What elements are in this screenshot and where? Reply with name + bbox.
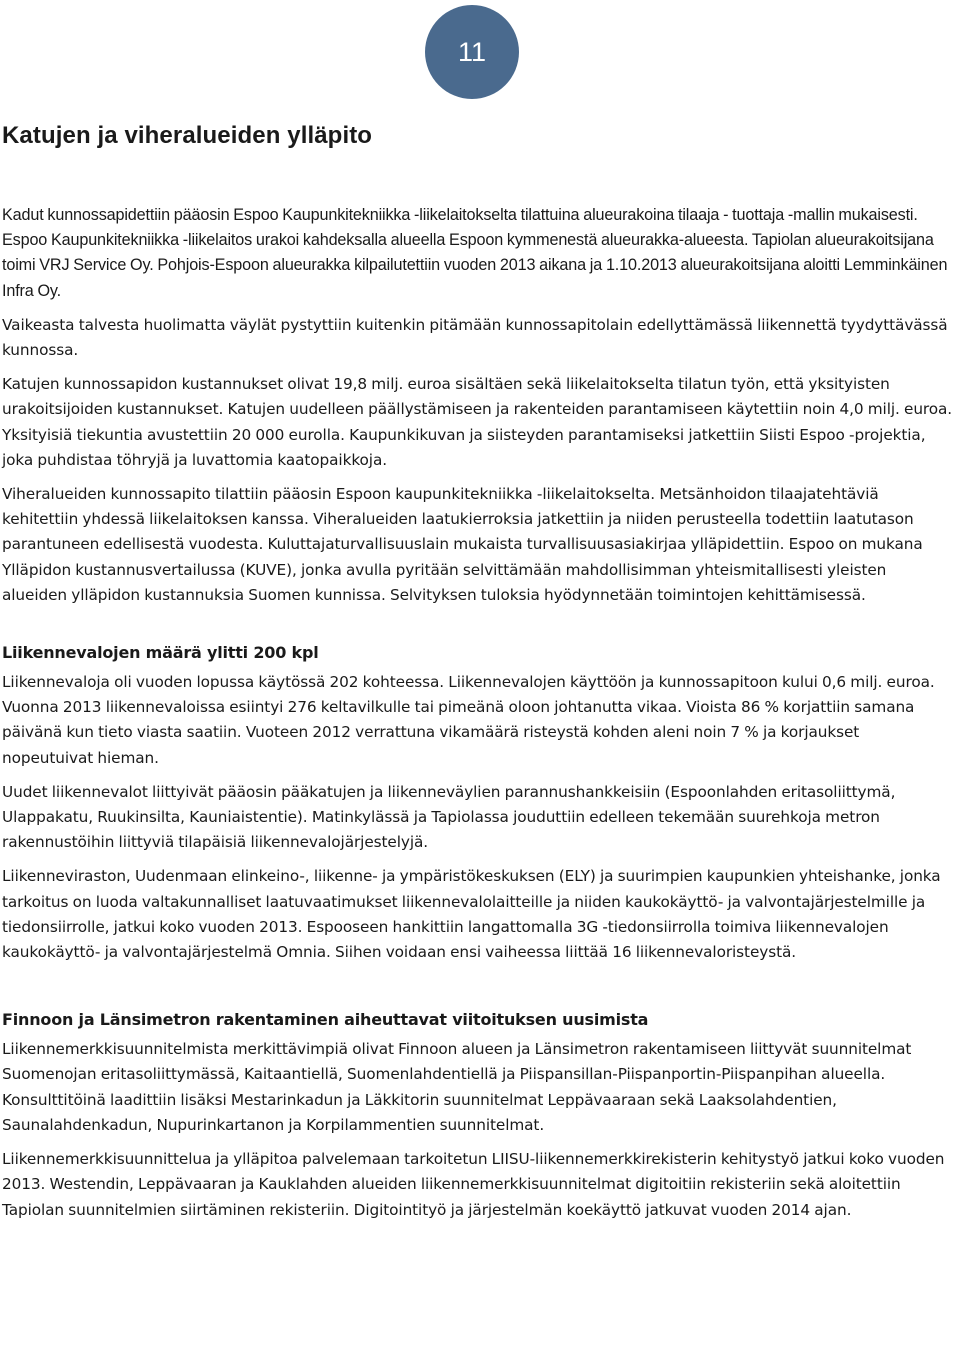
intro-paragraph: Kadut kunnossapidettiin pääosin Espoo Kaupunkitekniikka -liikelaitokselta tilattuina alueurakoina tilaaja - tuottaja -mallin mukaisesti. Espoo Kaupunkitekniikka -liikelaitos urakoi kahdeksalla alueella Espoon kymmenestä alueurakka-alueesta. Tapiolan alueurakoitsijana toimi VRJ Service Oy. Pohjois-Espoon alueurakka kilpailutettiin vuoden 2013 aikana ja 1.10.2013 alueurakoitsijana aloitti Lemminkäinen Infra Oy. (2, 206, 948, 300)
section-paragraph: Liikenneviraston, Uudenmaan elinkeino-, liikenne- ja ympäristökeskuksen (ELY) ja suurimpien kaupunkien yhteishanke, jonka tarkoitus on luoda valtakunnalliset laatuvaatimukset liikennevalolaitteille ja niiden kaukokäyttö- ja valvontajärjestelmille ja tiedonsiirrolle, jatkui koko vuoden 2013. Espooseen hankittiin langattomalla 3G -tiedonsiirrolla toimiva liikennevalojen kaukokäyttö- ja valvontajärjestelmä Omnia. Siihen voidaan ensi vaiheessa liittää 16 liikennevaloristeystä. (2, 867, 941, 962)
section-paragraph: Uudet liikennevalot liittyivät pääosin pääkatujen ja liikenneväylien parannushankkeisiin (Espoonlahden eritasoliittymä, Ulappakatu, Ruukinsilta, Kauniaistentie). Matinkylässä ja Tapiolassa jouduttiin edelleen tekemään suurehkoja metron rakennustöihin liittyviä tilapäisiä liikennevalojärjestelyjä. (2, 782, 896, 852)
page-title: Katujen ja viheralueiden ylläpito (2, 122, 373, 149)
document-body (2, 203, 954, 1223)
intro-paragraph: Vaikeasta talvesta huolimatta väylät pystyttiin kuitenkin pitämään kunnossapitolain edellyttämässä liikennettä tyydyttävässä kunnossa. (2, 315, 948, 360)
intro-paragraph: Katujen kunnossapidon kustannukset olivat 19,8 milj. euroa sisältäen sekä liikelaitokselta tilatun työn, että yksityisten urakoitsijoiden kustannukset. Katujen uudelleen päällystämiseen ja rakenteiden parantamiseen käytettiin noin 4,0 milj. euroa. Yksityisiä tiekuntia avustettiin 20 000 eurolla. Kaupunkikuvan ja siisteyden parantamiseksi jatkettiin Siisti Espoo -projektia, joka puhdistaa töhryjä ja luvattomia kaatopaikkoja. (2, 375, 953, 469)
intro-paragraph: Viheralueiden kunnossapito tilattiin pääosin Espoon kaupunkitekniikka -liikelaitokselta. Metsänhoidon tilaajatehtäviä kehitettiin yhdessä liikelaitoksen kanssa. Viheralueiden laatukierroksia jatkettiin ja niiden perusteella todettiin laatutason parantuneen edellisestä vuodesta. Kuluttajaturvallisuuslain mukaista turvallisuusasiakirjaa ylläpidettiin. Espoo on mukana Ylläpidon kustannusvertailussa (KUVE), jonka avulla pyritään selvittämään mahdollisimman yhteismitallisesti yleisten alueiden ylläpidon kustannuksia Suomen kunnissa. Selvityksen tuloksia hyödynnetään toimintojen kehittämisessä. (2, 485, 923, 604)
section-paragraph: Liikennevaloja oli vuoden lopussa käytössä 202 kohteessa. Liikennevalojen käyttöön ja kunnossapitoon kului 0,6 milj. euroa. Vuonna 2013 liikennevaloissa esiintyi 276 keltavilkulle tai pimeänä oloon johtanutta vikaa. Vioista 86 % korjattiin samana päivänä kun tieto viasta saatiin. Vuoteen 2012 verrattuna vikamäärä risteystä kohden aleni noin 7 % ja korjaukset nopeutuivat hieman. (2, 673, 935, 767)
section-paragraph: Liikennemerkkisuunnittelua ja ylläpitoa palvelemaan tarkoitetun LIISU-liikennemerkkirekisterin kehitystyö jatkui koko vuoden 2013. Westendin, Leppävaaran ja Kauklahden alueiden liikennemerkkisuunnitelmat digitoitiin rekisteriin sekä aloitettiin Tapiolan suunnitelmien siirtäminen rekisteriin. Digitointityö ja järjestelmän koekäyttö jatkuvat vuoden 2014 ajan. (2, 1150, 945, 1219)
section-paragraph: Liikennemerkkisuunnitelmista merkittävimpiä olivat Finnoon alueen ja Länsimetron rakentamiseen liittyvät suunnitelmat Suomenojan eritasoliittymässä, Kaitaantiellä, Suomenlahdentiellä ja Piispansillan-Piispanportin-Piispanpihan alueella. Konsulttitöinä laadittiin lisäksi Mestarinkadun ja Läkkitorin suunnitelmat Leppävaaraan sekä Laaksolahdentien, Saunalahdenkadun, Nupurinkartanon ja Korpilammentien suunnitelmat. (2, 1040, 912, 1134)
section-heading-signage: Finnoon ja Länsimetron rakentaminen aiheuttavat viitoituksen uusimista (2, 1010, 649, 1030)
page-number-badge: 11 (425, 5, 519, 99)
section-heading-traffic-lights: Liikennevalojen määrä ylitti 200 kpl (2, 643, 319, 663)
